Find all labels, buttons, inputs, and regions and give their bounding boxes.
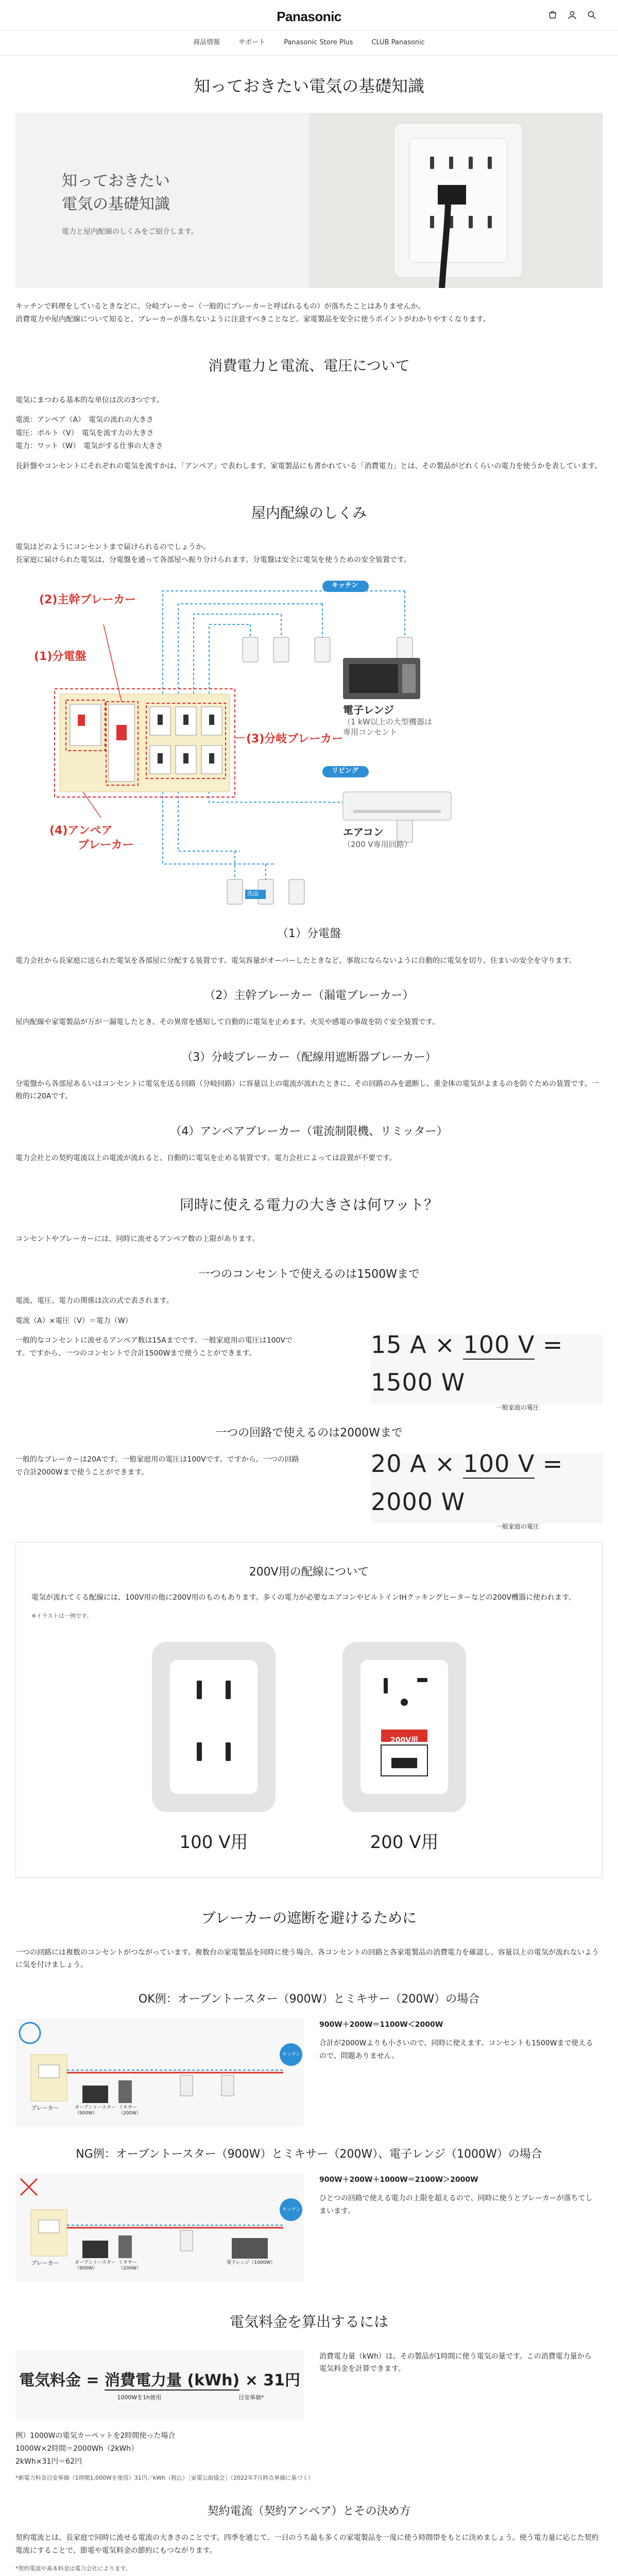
ok-text: 合計が2000Wよりも小さいので、同時に使えます。コンセントも1500Wまで使えるので、問題ありません。 bbox=[319, 2039, 593, 2060]
nav-club[interactable]: CLUB Panasonic bbox=[371, 39, 425, 47]
wiring-diagram bbox=[34, 575, 487, 905]
units-intro: 電気にまつわる基本的な単位は次の3つです。 bbox=[15, 396, 164, 404]
hero-title-line1: 知っておきたい bbox=[62, 172, 170, 191]
section-title-breaker: ブレーカーの遮断を避けるために bbox=[201, 1909, 417, 1926]
bill-text: 消費電力量（kWh）は、その製品が1時間に使う電気の量です。この消費電力量から電気料金を計算できます。 bbox=[319, 2352, 592, 2374]
unit-watt: 電力：ワット（W） 電気がする仕事の大きさ bbox=[15, 442, 163, 450]
bill-formula-a: 電気料金 = bbox=[19, 2371, 105, 2389]
formula-1500-a: 15 A × bbox=[371, 1330, 464, 1359]
formula-1500-note: 一般家庭の電圧 bbox=[495, 1404, 539, 1412]
ng-label-mixer: ミキサー（200W） bbox=[118, 2260, 142, 2271]
hero-subtitle: 電力と屋内配線のしくみをご紹介します。 bbox=[62, 228, 198, 236]
ok-label-toaster: オーブントースター（900W） bbox=[75, 2105, 116, 2116]
wiring-intro: 電気はどのようにコンセントまで届けられるのでしょうか。 長家庭に届けられた電気は、分電盤を通って各部屋へ振り分けられます。分電盤は安全に電気を使うための安全装置です。 bbox=[15, 543, 411, 564]
site-header bbox=[0, 0, 618, 31]
nav-support[interactable]: サポート bbox=[238, 39, 266, 47]
v200-note: ※イラストは一例です。 bbox=[31, 1612, 93, 1619]
formula-2000-v: 100 V bbox=[463, 1450, 535, 1478]
label-aircon: エアコン bbox=[343, 826, 384, 839]
formula-2000-a: 20 A × bbox=[371, 1450, 464, 1478]
brand-logo[interactable]: Panasonic bbox=[277, 9, 341, 24]
bill-formula-note2: 目安単価* bbox=[238, 2394, 264, 2401]
bill-formula-r: × 31円 bbox=[239, 2371, 301, 2389]
bill-footnote: *新電力料金目安単価（1時間1,000Wを使用）31円／kWh（税込）［家電公取協会］（2022年7月時点単価に基づく） bbox=[15, 2475, 314, 2482]
contract-text: 契約電流とは、長家庭で同時に流せる電流の大きさのことです。四季を通じて、一日のうち最も多くの家電製品を一度に使う時間帯をもとに決めましょう。使う電力量に応じた契約電流にすることで、節電や電気料金の節約にもつながります。 bbox=[15, 2534, 599, 2555]
tag-200v: 200V用 bbox=[390, 1736, 419, 1744]
item3-title: （3）分岐ブレーカー（配線用遮断器ブレーカー） bbox=[181, 1050, 437, 1064]
formula-2000 bbox=[371, 1450, 603, 1531]
formula-2000-r: = 2000 W bbox=[371, 1450, 563, 1516]
label-main-breaker: (2)主幹ブレーカー bbox=[39, 594, 136, 607]
circuit-limit-title: 一つの回路で使えるのは2000Wまで bbox=[215, 1427, 403, 1440]
item4-text: 電力会社との契約電流以上の電流が流れると、自動的に電気を止める装置です。電力会社によっては設置が不要です。 bbox=[15, 1154, 397, 1163]
label-washroom: 洗面 bbox=[247, 890, 259, 897]
item2-title: （2）主幹ブレーカー（漏電ブレーカー） bbox=[204, 989, 414, 1003]
units-list bbox=[15, 414, 603, 453]
section-title-bill: 電気料金を算出するには bbox=[229, 2313, 388, 2330]
bill-formula bbox=[15, 2350, 304, 2420]
ng-label-kitchen: キッチン bbox=[282, 2207, 301, 2212]
ng-example-title: NG例：オーブントースター（900W）とミキサー（200W）、電子レンジ（1000W）の場合 bbox=[76, 2147, 542, 2161]
section-title-capacity: 同時に使える電力の大きさは何ワット？ bbox=[179, 1196, 439, 1213]
global-nav bbox=[0, 31, 618, 56]
hero-outlet-photo bbox=[309, 113, 603, 288]
bill-formula-note1: 1000Wを1h使用 bbox=[117, 2394, 162, 2401]
ng-example-figure bbox=[15, 2174, 304, 2282]
label-kitchen: キッチン bbox=[332, 582, 358, 590]
item1-title: （1）分電盤 bbox=[277, 927, 341, 941]
label-branch-breaker: (3)分岐ブレーカー bbox=[246, 733, 344, 746]
section-title-power: 消費電力と電流、電圧について bbox=[208, 357, 410, 375]
bill-formula-u: 消費電力量 (kWh) bbox=[104, 2371, 240, 2389]
item3-text: 分電盤から各部屋あるいはコンセントに電気を送る回路（分岐回路）に容量以上の電流が流れたときに、その回路のみを遮断し、重金体の電気がよまるのを防ぐための装置です。一般的に20Aです。 bbox=[15, 1079, 599, 1101]
capacity-intro: コンセントやブレーカーには、同時に流せるアンペア数の上限があります。 bbox=[15, 1235, 260, 1244]
circuit-limit-text: 一般的なブレーカーは20Aです。一般家庭用の電圧は100Vです。ですから、一つの回路で合計2000Wまで使うことができます。 bbox=[15, 1455, 299, 1477]
ok-label-breaker: ブレーカー bbox=[31, 2104, 59, 2111]
search-icon[interactable] bbox=[587, 10, 597, 21]
intro-text: キッチンで料理をしているときなどに、分岐ブレーカー（一般的にブレーカーと呼ばれるもの）が落ちたことはありませんか。 消費電力や屋内配線について知ると、ブレーカーが落ちないように注意すべきことなど、家電製品を安全に使うポイントがわかりやすくなります。 bbox=[15, 302, 490, 324]
formula-1500 bbox=[371, 1330, 603, 1412]
cart-icon[interactable] bbox=[548, 10, 558, 21]
formula-1500-v: 100 V bbox=[463, 1330, 535, 1359]
unit-volt: 電圧：ボルト（V） 電気を流す力の大きさ bbox=[15, 429, 154, 437]
ok-label-kitchen: キッチン bbox=[282, 2052, 301, 2057]
ok-example-title: OK例：オーブントースター（900W）とミキサー（200W）の場合 bbox=[138, 1992, 480, 2006]
hero-title-line2: 電気の基礎知識 bbox=[62, 195, 170, 214]
ng-calc: 900W＋200W＋1000W＝2100W＞2000W bbox=[319, 2175, 478, 2184]
item1-text: 電力会社から長家庭に送られた電気を各部屋に分配する装置です。電気容量がオーバーしたときなど、事故にならないように自動的に電気を切り、住まいの安全を守ります。 bbox=[15, 956, 577, 965]
units-note: 長針盤やコンセントにそれぞれの電気を流すかは、「アンペア」で表わします。家電製品にも書かれている「消費電力」とは、その製品がどれくらいの電力を使うかを表しています。 bbox=[15, 462, 602, 471]
item2-text: 屋内配線や家電製品が万が一漏電したとき、その異常を感知して自動的に電気を止めます。火災や感電の事故を防ぐ安全装置です。 bbox=[15, 1018, 440, 1027]
v200-text: 電気が流れてくる配線には、100V用の他に200V用のものもあります。多くの電力が必要なエアコンやビルトインIHクッキングヒーターなどの200V機器に使われます。 bbox=[31, 1594, 576, 1602]
relation-text: 電流、電圧、電力の関係は次の式で表されます。 bbox=[15, 1297, 174, 1306]
breaker-intro: 一つの回路には複数のコンセントがつながっています。複数台の家電製品を同時に使う場合、各コンセントの回路と各家電製品の消費電力を確認し、容量以上の電気が流れないように気を付けましょう。 bbox=[15, 1948, 599, 1970]
v200-title: 200V用の配線について bbox=[249, 1566, 369, 1579]
label-living: リビング bbox=[332, 767, 358, 775]
formula-1500-r: = 1500 W bbox=[371, 1330, 563, 1397]
outlet-limit-title: 一つのコンセントで使えるのは1500Wまで bbox=[198, 1267, 420, 1281]
relation-formula: 電流（A）×電圧（V）＝電力（W） bbox=[15, 1316, 132, 1325]
label-aircon-note: （200 V専用回路） bbox=[343, 840, 412, 850]
ok-label-mixer: ミキサー（200W） bbox=[118, 2105, 142, 2116]
bill-example-2: 1000W×2時間＝2000Wh（2kWh） bbox=[15, 2444, 139, 2453]
outlet-200v-label: 200 V用 bbox=[370, 1832, 439, 1853]
ng-label-toaster: オーブントースター（900W） bbox=[75, 2260, 116, 2271]
label-ampere-breaker-a: (4)アンペア bbox=[49, 824, 113, 838]
outlet-200v bbox=[340, 1639, 469, 1857]
user-icon[interactable] bbox=[568, 10, 578, 21]
section-title-wiring: 屋内配線のしくみ bbox=[251, 504, 367, 521]
label-microwave: 電子レンジ bbox=[343, 704, 394, 717]
nav-store-plus[interactable]: Panasonic Store Plus bbox=[284, 39, 353, 47]
label-panel-board: (1)分電盤 bbox=[34, 650, 87, 664]
label-ampere-breaker-b: ブレーカー bbox=[78, 839, 134, 852]
bill-example-3: 2kWh×31円＝62円 bbox=[15, 2458, 82, 2466]
label-microwave-note: （1 kW以上の大型機器は 専用コンセント bbox=[343, 717, 432, 737]
ng-label-microwave: 電子レンジ（1000W） bbox=[227, 2260, 276, 2265]
outlet-100v bbox=[149, 1639, 278, 1857]
ng-text: ひとつの回路で使える電力の上限を超えるので、同時に使うとブレーカーが落ちてしまいます。 bbox=[319, 2194, 593, 2215]
outlet-100v-label: 100 V用 bbox=[179, 1832, 248, 1853]
bill-example-1: 例）1000Wの電気カーペットを2時間使った場合 bbox=[15, 2431, 176, 2440]
ng-label-breaker: ブレーカー bbox=[31, 2259, 59, 2266]
ok-example-figure bbox=[15, 2019, 304, 2127]
unit-ampere: 電流：アンペア（A） 電気の流れの大きさ bbox=[15, 416, 154, 425]
ok-calc: 900W＋200W＝1100W＜2000W bbox=[319, 2020, 443, 2029]
contract-note: *契約電流や基本料金は電力会社によります。 bbox=[15, 2565, 131, 2572]
outlet-limit-text: 一般的なコンセントに流せるアンペア数は15Aまでです。一般家庭用の電圧は100Vです。ですから、一つのコンセントで合計1500Wまで使うことができます。 bbox=[15, 1336, 293, 1358]
item4-title: （4）アンペアブレーカー（電流制限機、リミッター） bbox=[170, 1125, 448, 1138]
nav-products[interactable]: 商品情報 bbox=[193, 39, 220, 47]
contract-title: 契約電流（契約アンペア）とその決め方 bbox=[207, 2504, 411, 2518]
page-title: 知っておきたい電気の基礎知識 bbox=[193, 76, 424, 96]
formula-2000-note: 一般家庭の電圧 bbox=[495, 1523, 539, 1531]
v200-panel bbox=[15, 1542, 603, 1877]
hero-banner bbox=[15, 113, 603, 288]
